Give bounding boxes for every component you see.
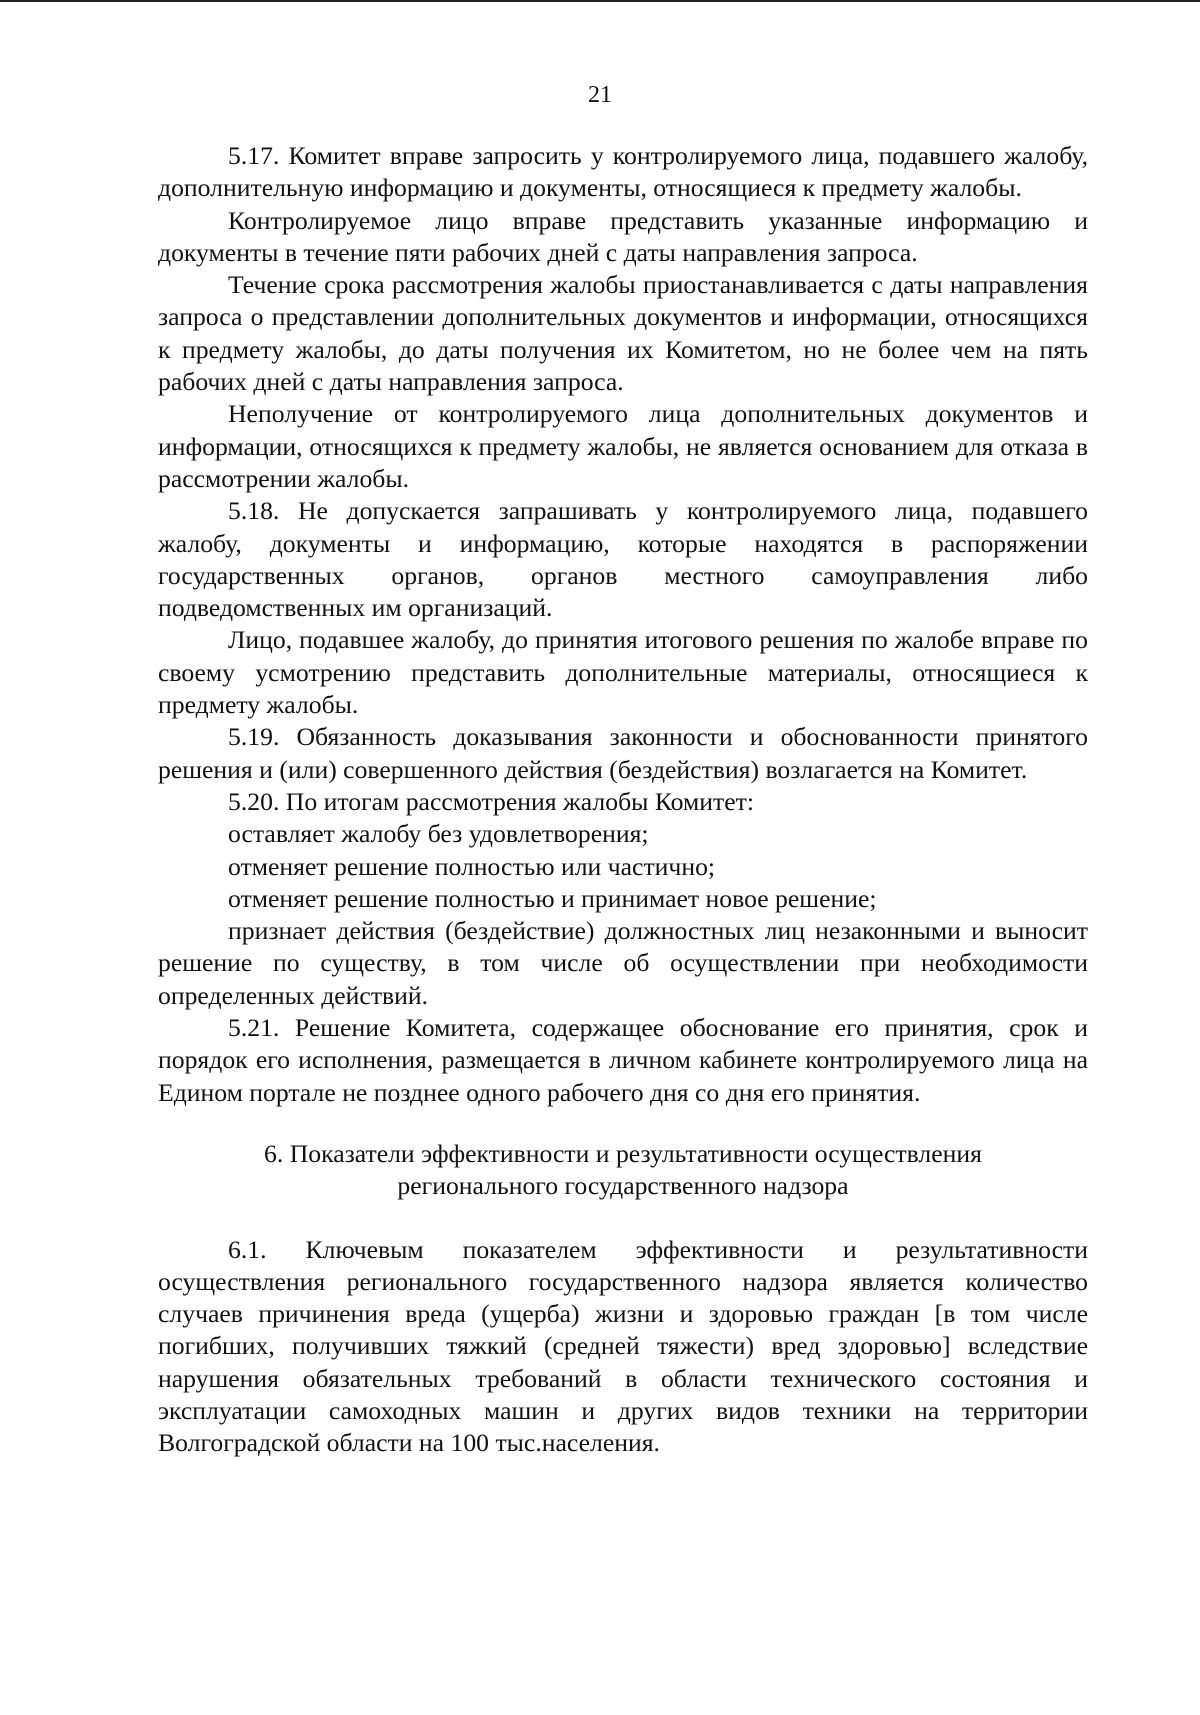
list-item: оставляет жалобу без удовлетворения; — [228, 819, 649, 849]
paragraph-5-17: 5.17. Комитет вправе запросить у контролируемого лица, подавшего жалобу, дополнительную информацию и документы, относящиеся к предмету жалобы. — [158, 141, 1088, 203]
list-item: признает действия (бездействие) должностных лиц незаконными и выносит решение по существу, в том числе об осуществлении при необходимости определенных действий. — [158, 916, 1088, 1010]
list-item: отменяет решение полностью и принимает новое решение; — [228, 883, 877, 913]
scan-edge-line — [0, 0, 1200, 2]
paragraph-5-18: 5.18. Не допускается запрашивать у контролируемого лица, подавшего жалобу, документы и информацию, которые находятся в распоряжении государственных органов, органов местного самоуправления либо подведомственных им организаций. — [158, 496, 1088, 623]
document-body — [158, 140, 1088, 1460]
paragraph-5-18-materials: Лицо, подавшее жалобу, до принятия итогового решения по жалобе вправе по своему усмотрению представить дополнительные материалы, относящиеся к предмету жалобы. — [158, 625, 1088, 720]
section-6-heading-line-2: регионального государственного надзора — [397, 1171, 849, 1201]
page-number: 21 — [588, 82, 612, 108]
paragraph-5-21: 5.21. Решение Комитета, содержащее обоснование его принятия, срок и порядок его исполнения, размещается в личном кабинете контролируемого лица на Едином портале не позднее одного рабочего дня со дня его принятия. — [158, 1013, 1088, 1107]
paragraph-6-1: 6.1. Ключевым показателем эффективности и результативности осуществления регионального государственного надзора является количество случаев причинения вреда (ущерба) жизни и здоровью граждан [в том числе погибших, получивших тяжкий (средней тяжести) вред здоровью] вследствие нарушения обязательных требований в области технического состояния и эксплуатации самоходных машин и других видов техники на территории Волгоградской области на 100 тыс.населения. — [158, 1234, 1088, 1458]
paragraph-5-17-suspension: Течение срока рассмотрения жалобы приостанавливается с даты направления запроса о представлении дополнительных документов и информации, относящихся к предмету жалобы, до даты получения их Комитетом, но не более чем на пять рабочих дней с даты направления запроса. — [158, 270, 1088, 397]
paragraph-5-19: 5.19. Обязанность доказывания законности и обоснованности принятого решения и (или) совершенного действия (бездействия) возлагается на Комитет. — [158, 722, 1088, 784]
paragraph-5-20: 5.20. По итогам рассмотрения жалобы Комитет: — [228, 786, 755, 816]
section-6-heading — [158, 1138, 1088, 1203]
list-item: отменяет решение полностью или частично; — [228, 851, 716, 881]
paragraph-5-17-submission: Контролируемое лицо вправе представить указанные информацию и документы в течение пяти рабочих дней с даты направления запроса. — [158, 205, 1088, 267]
paragraph-5-17-non-receipt: Неполучение от контролируемого лица дополнительных документов и информации, относящихся к предмету жалобы, не является основанием для отказа в рассмотрении жалобы. — [158, 399, 1088, 493]
section-6-heading-line-1: 6. Показатели эффективности и результативности осуществления — [264, 1138, 982, 1168]
